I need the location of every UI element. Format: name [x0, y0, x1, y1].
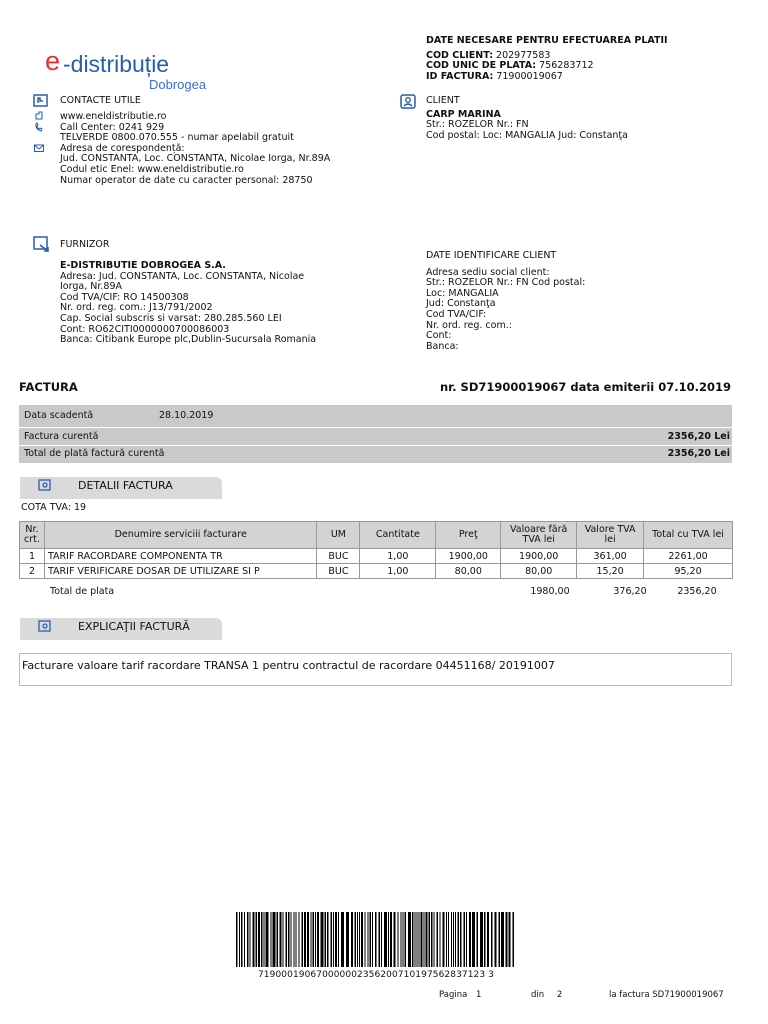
barcode-bar [412, 912, 414, 967]
barcode-bar [381, 912, 382, 967]
barcode-bar [484, 912, 486, 967]
barcode-bar [331, 912, 333, 967]
col-nr: Nr. crt. [20, 522, 45, 549]
barcode-bar [261, 912, 263, 967]
barcode-bar [499, 912, 501, 967]
cell: 2 [20, 564, 45, 579]
page-number: 1 [476, 990, 482, 1000]
barcode-bar [351, 912, 353, 967]
barcode-bar [271, 912, 272, 967]
supplier-line: Cont: RO62CITI0000000700086003 [60, 323, 230, 335]
explanations-tab-label: EXPLICAŢII FACTURĂ [78, 620, 190, 633]
barcode-bar [357, 912, 358, 967]
due-date-label: Data scadentă [24, 410, 94, 421]
barcode-bar [379, 912, 381, 967]
col-cantitate: Cantitate [360, 522, 436, 549]
contact-line: Numar operator de date cu caracter personal: 28750 [60, 174, 313, 186]
client-id-line: Jud: Constanţa [426, 298, 496, 310]
barcode-bar [408, 912, 411, 967]
supplier-line: Cap. Social subscris si varsat: 280.285.560 LEI [60, 312, 282, 324]
barcode-bar [506, 912, 508, 967]
barcode-bar [419, 912, 420, 967]
barcode-bar [250, 912, 251, 967]
barcode-bar [304, 912, 306, 967]
explanations-text: Facturare valoare tarif racordare TRANSA 1 pentru contractul de racordare 04451168/ 20191007 [22, 659, 555, 672]
barcode-bar [448, 912, 449, 967]
details-tab [20, 477, 222, 499]
barcode-bar [415, 912, 416, 967]
barcode-bar [296, 912, 297, 967]
barcode-bar [458, 912, 460, 967]
invoice-title: FACTURA [19, 380, 78, 394]
total-invoice-bar [19, 446, 732, 463]
barcode-bar [277, 912, 279, 967]
client-block [426, 96, 628, 141]
barcode-bar [283, 912, 284, 967]
barcode-bar [361, 912, 363, 967]
col-pret: Preţ [436, 522, 501, 549]
barcode-bar [460, 912, 462, 967]
barcode-bar [455, 912, 456, 967]
client-id-line: Nr. ord. reg. com.: [426, 319, 512, 331]
cell: 1900,00 [436, 549, 501, 564]
barcode-bar [256, 912, 258, 967]
barcode-bar [421, 912, 423, 967]
barcode-bar [325, 912, 327, 967]
cell: BUC [317, 564, 360, 579]
col-valoare: Valoare fără TVA lei [501, 522, 577, 549]
col-denumire: Denumire serviciii facturare [44, 522, 316, 549]
total-fara-tva: 1980,00 [530, 586, 570, 597]
table-row [20, 564, 733, 579]
contact-line: Adresa de corespondență: [60, 142, 185, 154]
supplier-icon [33, 236, 50, 252]
cell: TARIF RACORDARE COMPONENTA TR [44, 549, 316, 564]
cell: 95,20 [644, 564, 733, 579]
barcode-bar [307, 912, 309, 967]
supplier-line: Nr. ord. reg. com.: J13/791/2002 [60, 302, 213, 314]
details-tab-label: DETALII FACTURA [78, 479, 173, 492]
barcode-bar [429, 912, 431, 967]
barcode-bar [321, 912, 324, 967]
contact-line: www.eneldistributie.ro [60, 111, 167, 122]
cota-tva: COTA TVA: 19 [21, 502, 87, 513]
barcode-bar [480, 912, 483, 967]
barcode-bar [403, 912, 404, 967]
barcode-bar [239, 912, 240, 967]
cell: 15,20 [577, 564, 644, 579]
barcode-bar [398, 912, 399, 967]
explanations-box [19, 653, 732, 686]
id-factura-label: ID FACTURA: [426, 70, 494, 82]
invoice-number: nr. SD71900019067 data emiterii 07.10.2019 [439, 380, 731, 394]
barcode-bar [313, 912, 315, 967]
barcode-bar [253, 912, 255, 967]
cod-client-value: 202977583 [496, 49, 551, 61]
barcode-bar [388, 912, 389, 967]
barcode-bar [355, 912, 357, 967]
table-header-row [20, 522, 733, 549]
total-cu-tva: 2356,20 [677, 586, 717, 597]
barcode-bar [495, 912, 497, 967]
barcode-bar [315, 912, 316, 967]
supplier-line: Banca: Citibank Europe plc,Dublin-Sucursala Romania [60, 334, 317, 346]
table-row [20, 549, 733, 564]
client-id-line: Cod TVA/CIF: [426, 308, 487, 320]
barcode-bar [294, 912, 295, 967]
of-label: din [531, 990, 545, 1000]
page-total: 2 [556, 990, 563, 1000]
client-icon [400, 94, 416, 109]
barcode-bar [472, 912, 475, 967]
page-info [439, 990, 481, 1000]
cell: 80,00 [436, 564, 501, 579]
client-id-title: DATE IDENTIFICARE CLIENT [426, 250, 557, 261]
client-title: CLIENT [426, 95, 460, 106]
document-icon [38, 620, 52, 633]
cell: 1 [20, 549, 45, 564]
barcode-bar [372, 912, 373, 967]
barcode-number: 719000190670000002356200710197562837123 3 [257, 970, 494, 980]
barcode [236, 912, 516, 967]
barcode-bar [487, 912, 489, 967]
barcode-bar [491, 912, 493, 967]
barcode-bar [466, 912, 467, 967]
barcode-bar [401, 912, 402, 967]
barcode-bar [437, 912, 439, 967]
logo-region: Dobrogea [149, 77, 207, 92]
cod-unic-value: 756283712 [539, 60, 594, 72]
cell: 1900,00 [501, 549, 577, 564]
barcode-bar [370, 912, 372, 967]
logo-e: e [45, 46, 61, 76]
invoice-ref: la factura SD71900019067 [609, 990, 724, 1000]
contacts-lines [60, 112, 330, 186]
supplier-line: Adresa: Jud. CONSTANTA, Loc. CONSTANTA, Nicolae [60, 270, 305, 282]
barcode-bar [236, 912, 238, 967]
barcode-bar [431, 912, 433, 967]
barcode-bar [426, 912, 428, 967]
total-tva: 376,20 [613, 586, 647, 597]
current-invoice-label: Factura curentă [24, 431, 99, 442]
barcode-bar [440, 912, 441, 967]
items-table [19, 521, 733, 579]
barcode-bar [469, 912, 471, 967]
contact-line: Codul etic Enel: www.eneldistributie.ro [60, 163, 244, 175]
cell: 2261,00 [644, 549, 733, 564]
id-factura-value: 71900019067 [496, 70, 563, 82]
mail-icon [34, 144, 44, 153]
barcode-bar [266, 912, 269, 967]
explanations-tab [20, 618, 222, 640]
barcode-bar [317, 912, 319, 967]
cod-client-label: COD CLIENT: [426, 49, 494, 61]
total-plata-label: Total de plata [50, 586, 115, 597]
barcode-bar [338, 912, 339, 967]
col-total: Total cu TVA lei [644, 522, 733, 549]
barcode-bar [446, 912, 447, 967]
barcode-bar [335, 912, 337, 967]
cell: 1,00 [360, 564, 436, 579]
logo-name: -distribuție [63, 51, 170, 77]
barcode-bar [394, 912, 396, 967]
barcode-bar [341, 912, 344, 967]
due-date-value: 28.10.2019 [159, 410, 214, 421]
cod-unic-label: COD UNIC DE PLATA: [426, 60, 537, 72]
barcode-bar [509, 912, 511, 967]
barcode-bar [241, 912, 243, 967]
cell: 361,00 [577, 549, 644, 564]
barcode-bar [258, 912, 260, 967]
barcode-bar [443, 912, 445, 967]
barcode-bar [327, 912, 329, 967]
client-id-line: Cont: [426, 330, 452, 342]
barcode-bar [244, 912, 245, 967]
supplier-title: FURNIZOR [60, 239, 110, 250]
barcode-bar [384, 912, 387, 967]
client-id-block [426, 251, 585, 352]
payment-data [426, 36, 668, 82]
barcode-bar [451, 912, 452, 967]
barcode-bar [501, 912, 504, 967]
due-date-bar [19, 405, 732, 427]
supplier-name: E-DISTRIBUTIE DOBROGEA S.A. [60, 260, 226, 271]
barcode-bar [417, 912, 418, 967]
contacts-title: CONTACTE UTILE [60, 95, 141, 106]
barcode-bar [247, 912, 249, 967]
web-icon [34, 111, 44, 121]
payment-header: DATE NECESARE PENTRU EFECTUAREA PLATII [426, 35, 668, 46]
client-id-line: Adresa sediu social client: [426, 266, 550, 278]
page-label: Pagina [439, 990, 468, 1000]
barcode-bar [346, 912, 349, 967]
barcode-bar [434, 912, 435, 967]
col-tva: Valore TVA lei [577, 522, 644, 549]
contact-line: Jud. CONSTANTA, Loc. CONSTANTA, Nicolae Iorga, Nr.89A [60, 153, 331, 165]
barcode-bar [477, 912, 479, 967]
total-invoice-label: Total de plată factură curentă [24, 448, 165, 459]
client-id-line: Str.: ROZELOR Nr.: FN Cod postal: [426, 277, 586, 289]
client-id-line: Loc: MANGALIA [426, 287, 499, 299]
client-street: Str.: ROZELOR Nr.: FN [426, 119, 529, 131]
total-invoice-value: 2356,20 Lei [667, 448, 730, 459]
barcode-bar [405, 912, 407, 967]
document-icon [38, 479, 52, 492]
cell: 80,00 [501, 564, 577, 579]
barcode-bar [302, 912, 304, 967]
barcode-bar [424, 912, 425, 967]
contact-line: TELVERDE 0800.070.555 - numar apelabil gratuit [60, 132, 294, 144]
barcode-bar [375, 912, 377, 967]
barcode-bar [513, 912, 515, 967]
contact-line: Call Center: 0241 929 [60, 121, 165, 133]
col-um: UM [317, 522, 360, 549]
barcode-bar [359, 912, 360, 967]
barcode-bar [286, 912, 288, 967]
barcode-bar [365, 912, 366, 967]
client-name: CARP MARINA [426, 108, 501, 120]
supplier-line: Cod TVA/CIF: RO 14500308 [60, 291, 189, 303]
current-invoice-bar [19, 428, 732, 446]
barcode-bar [291, 912, 292, 967]
barcode-bar [311, 912, 312, 967]
cell: BUC [317, 549, 360, 564]
barcode-bar [333, 912, 334, 967]
barcode-bar [368, 912, 369, 967]
barcode-bar [280, 912, 282, 967]
barcode-bar [273, 912, 276, 967]
current-invoice-value: 2356,20 Lei [667, 431, 730, 442]
client-id-line: Banca: [426, 340, 459, 352]
barcode-bar [453, 912, 454, 967]
supplier-block [60, 261, 316, 346]
cell: 1,00 [360, 549, 436, 564]
barcode-bar [390, 912, 392, 967]
barcode-bar [299, 912, 300, 967]
contacts-icon [33, 94, 49, 108]
client-postal: Cod postal: Loc: MANGALIA Jud: Constanţa [426, 129, 628, 141]
barcode-bar [264, 912, 265, 967]
phone-icon [34, 122, 44, 132]
page-total-info [531, 990, 562, 1000]
barcode-bar [464, 912, 466, 967]
cell: TARIF VERIFICARE DOSAR DE UTILIZARE SI P [44, 564, 316, 579]
barcode-bar [288, 912, 290, 967]
supplier-line: Iorga, Nr.89A [60, 281, 122, 293]
